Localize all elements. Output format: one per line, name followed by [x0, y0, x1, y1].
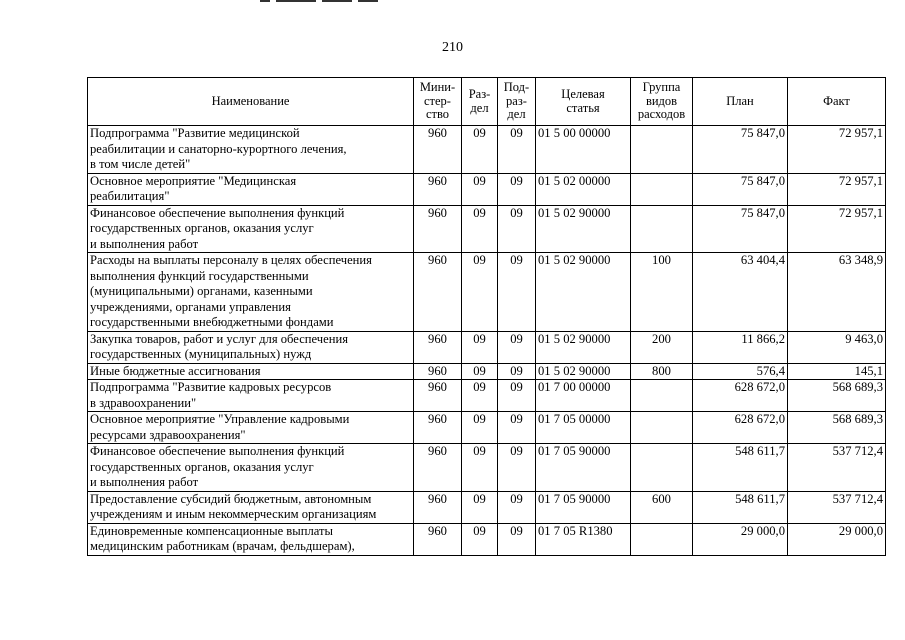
budget-table	[87, 77, 886, 556]
cell-ministry: 960	[414, 331, 462, 363]
cell-section: 09	[462, 380, 498, 412]
cell-section: 09	[462, 331, 498, 363]
cell-plan: 63 404,4	[693, 253, 788, 332]
cell-group: 800	[631, 363, 693, 380]
cell-subsection: 09	[498, 173, 536, 205]
cell-section: 09	[462, 412, 498, 444]
header-ministry-line: стер-	[424, 93, 451, 108]
cell-ministry: 960	[414, 523, 462, 555]
cell-subsection: 09	[498, 491, 536, 523]
name-line: Основное мероприятие "Медицинская	[90, 173, 297, 188]
header-ministry-line: Мини-	[419, 80, 456, 95]
cell-fact: 29 000,0	[788, 523, 886, 555]
cell-plan: 11 866,2	[693, 331, 788, 363]
header-subsection-line: дел	[507, 107, 526, 122]
name-line: учреждениям и иным некоммерческим организациям	[90, 507, 377, 521]
cell-ministry: 960	[414, 412, 462, 444]
name-line: реабилитация"	[90, 189, 170, 203]
cell-subsection: 09	[498, 331, 536, 363]
name-line: Подпрограмма "Развитие медицинской	[90, 126, 300, 140]
cell-group	[631, 412, 693, 444]
header-group-line: Группа	[642, 80, 681, 95]
cell-subsection: 09	[498, 380, 536, 412]
cell-group	[631, 523, 693, 555]
cell-section: 09	[462, 491, 498, 523]
cell-target: 01 5 02 00000	[536, 173, 631, 205]
table-row	[88, 491, 886, 523]
name-line: и выполнения работ	[90, 236, 199, 251]
name-line: выполнения функций государственными	[90, 268, 309, 283]
cell-section: 09	[462, 173, 498, 205]
cell-ministry: 960	[414, 253, 462, 332]
cell-name	[88, 253, 414, 332]
cropped-previous-line	[260, 0, 480, 3]
cell-name	[88, 444, 414, 492]
cell-section: 09	[462, 253, 498, 332]
name-line: государственными внебюджетными фондами	[90, 315, 334, 329]
cell-target: 01 5 02 90000	[536, 205, 631, 253]
name-line: государственных органов, оказания услуг	[90, 221, 314, 235]
cell-subsection: 09	[498, 126, 536, 174]
table-header-row	[88, 78, 886, 126]
cell-target: 01 7 05 00000	[536, 412, 631, 444]
cell-subsection: 09	[498, 205, 536, 253]
cell-ministry: 960	[414, 173, 462, 205]
header-section	[462, 78, 498, 126]
table-row	[88, 444, 886, 492]
header-ministry-line: ство	[425, 107, 450, 122]
cell-plan: 29 000,0	[693, 523, 788, 555]
cell-subsection: 09	[498, 523, 536, 555]
header-subsection-line: Под-	[503, 80, 530, 95]
cell-name	[88, 126, 414, 174]
header-group-line: расходов	[637, 107, 686, 122]
cell-plan: 75 847,0	[693, 126, 788, 174]
cell-group	[631, 205, 693, 253]
cell-name	[88, 205, 414, 253]
header-plan: План	[693, 78, 788, 126]
name-line: (муниципальными) органами, казенными	[90, 284, 313, 298]
name-line: Закупка товаров, работ и услуг для обеспечения	[90, 331, 349, 346]
cell-plan: 548 611,7	[693, 491, 788, 523]
cell-target: 01 7 05 R1380	[536, 523, 631, 555]
header-section-line: Раз-	[468, 87, 491, 101]
table-row	[88, 253, 886, 332]
cell-target: 01 7 00 00000	[536, 380, 631, 412]
cell-name	[88, 363, 414, 380]
name-line: учреждениями, органами управления	[90, 299, 291, 314]
cell-section: 09	[462, 363, 498, 380]
cell-group	[631, 380, 693, 412]
cell-target: 01 5 00 00000	[536, 126, 631, 174]
cell-fact: 9 463,0	[788, 331, 886, 363]
table-row	[88, 412, 886, 444]
cell-group	[631, 444, 693, 492]
cell-target: 01 7 05 90000	[536, 444, 631, 492]
name-line: Подпрограмма "Развитие кадровых ресурсов	[90, 380, 332, 394]
cell-fact: 145,1	[788, 363, 886, 380]
cell-name	[88, 491, 414, 523]
cell-plan: 75 847,0	[693, 173, 788, 205]
name-line: Финансовое обеспечение выполнения функций	[90, 444, 345, 458]
name-line: Единовременные компенсационные выплаты	[90, 523, 333, 538]
table-row	[88, 380, 886, 412]
cell-target: 01 5 02 90000	[536, 363, 631, 380]
cell-plan: 548 611,7	[693, 444, 788, 492]
cell-name	[88, 380, 414, 412]
header-group-line: видов	[645, 93, 678, 108]
page-number: 210	[442, 40, 463, 55]
header-fact: Факт	[788, 78, 886, 126]
cell-section: 09	[462, 205, 498, 253]
cell-fact: 568 689,3	[788, 380, 886, 412]
cell-section: 09	[462, 444, 498, 492]
cell-fact: 537 712,4	[788, 444, 886, 492]
name-line: медицинским работникам (врачам, фельдшерам),	[90, 539, 355, 553]
cell-ministry: 960	[414, 126, 462, 174]
header-subsection	[498, 78, 536, 126]
cell-ministry: 960	[414, 444, 462, 492]
cell-fact: 72 957,1	[788, 173, 886, 205]
cell-group	[631, 173, 693, 205]
cell-group: 100	[631, 253, 693, 332]
cell-group	[631, 126, 693, 174]
cell-fact: 72 957,1	[788, 205, 886, 253]
cell-plan: 576,4	[693, 363, 788, 380]
cell-fact: 537 712,4	[788, 491, 886, 523]
header-group	[631, 78, 693, 126]
cell-subsection: 09	[498, 363, 536, 380]
cell-group: 600	[631, 491, 693, 523]
header-target-line: статья	[566, 100, 600, 115]
cell-target: 01 5 02 90000	[536, 253, 631, 332]
table-row	[88, 173, 886, 205]
name-line: в том числе детей"	[90, 157, 191, 171]
cell-name	[88, 523, 414, 555]
name-line: реабилитации и санаторно-курортного лечения,	[90, 141, 347, 156]
cell-name	[88, 173, 414, 205]
name-line: государственных (муниципальных) нужд	[90, 347, 312, 361]
name-line: ресурсами здравоохранения"	[90, 427, 246, 442]
table-row	[88, 331, 886, 363]
name-line: Предоставление субсидий бюджетным, автономным	[90, 491, 372, 506]
name-line: и выполнения работ	[90, 475, 199, 489]
cell-section: 09	[462, 523, 498, 555]
name-line: Иные бюджетные ассигнования	[90, 363, 261, 378]
cell-plan: 75 847,0	[693, 205, 788, 253]
cell-ministry: 960	[414, 491, 462, 523]
cell-ministry: 960	[414, 380, 462, 412]
name-line: Расходы на выплаты персоналу в целях обеспечения	[90, 253, 372, 267]
header-target-line: Целевая	[561, 87, 605, 101]
name-line: государственных органов, оказания услуг	[90, 459, 314, 474]
table-row	[88, 205, 886, 253]
cell-target: 01 5 02 90000	[536, 331, 631, 363]
cell-ministry: 960	[414, 205, 462, 253]
name-line: в здравоохранении"	[90, 395, 197, 410]
header-subsection-line: раз-	[506, 93, 527, 108]
cell-target: 01 7 05 90000	[536, 491, 631, 523]
cell-fact: 72 957,1	[788, 126, 886, 174]
cell-plan: 628 672,0	[693, 380, 788, 412]
name-line: Финансовое обеспечение выполнения функций	[90, 205, 345, 220]
header-ministry	[414, 78, 462, 126]
cell-fact: 63 348,9	[788, 253, 886, 332]
cell-name	[88, 412, 414, 444]
header-section-line: дел	[470, 100, 489, 115]
cell-subsection: 09	[498, 412, 536, 444]
table-row	[88, 363, 886, 380]
header-name: Наименование	[88, 78, 414, 126]
header-target	[536, 78, 631, 126]
cell-ministry: 960	[414, 363, 462, 380]
name-line: Основное мероприятие "Управление кадровыми	[90, 412, 350, 426]
cell-group: 200	[631, 331, 693, 363]
cell-fact: 568 689,3	[788, 412, 886, 444]
cell-subsection: 09	[498, 253, 536, 332]
table-row	[88, 126, 886, 174]
cell-section: 09	[462, 126, 498, 174]
table-row	[88, 523, 886, 555]
cell-subsection: 09	[498, 444, 536, 492]
cell-plan: 628 672,0	[693, 412, 788, 444]
cell-name	[88, 331, 414, 363]
